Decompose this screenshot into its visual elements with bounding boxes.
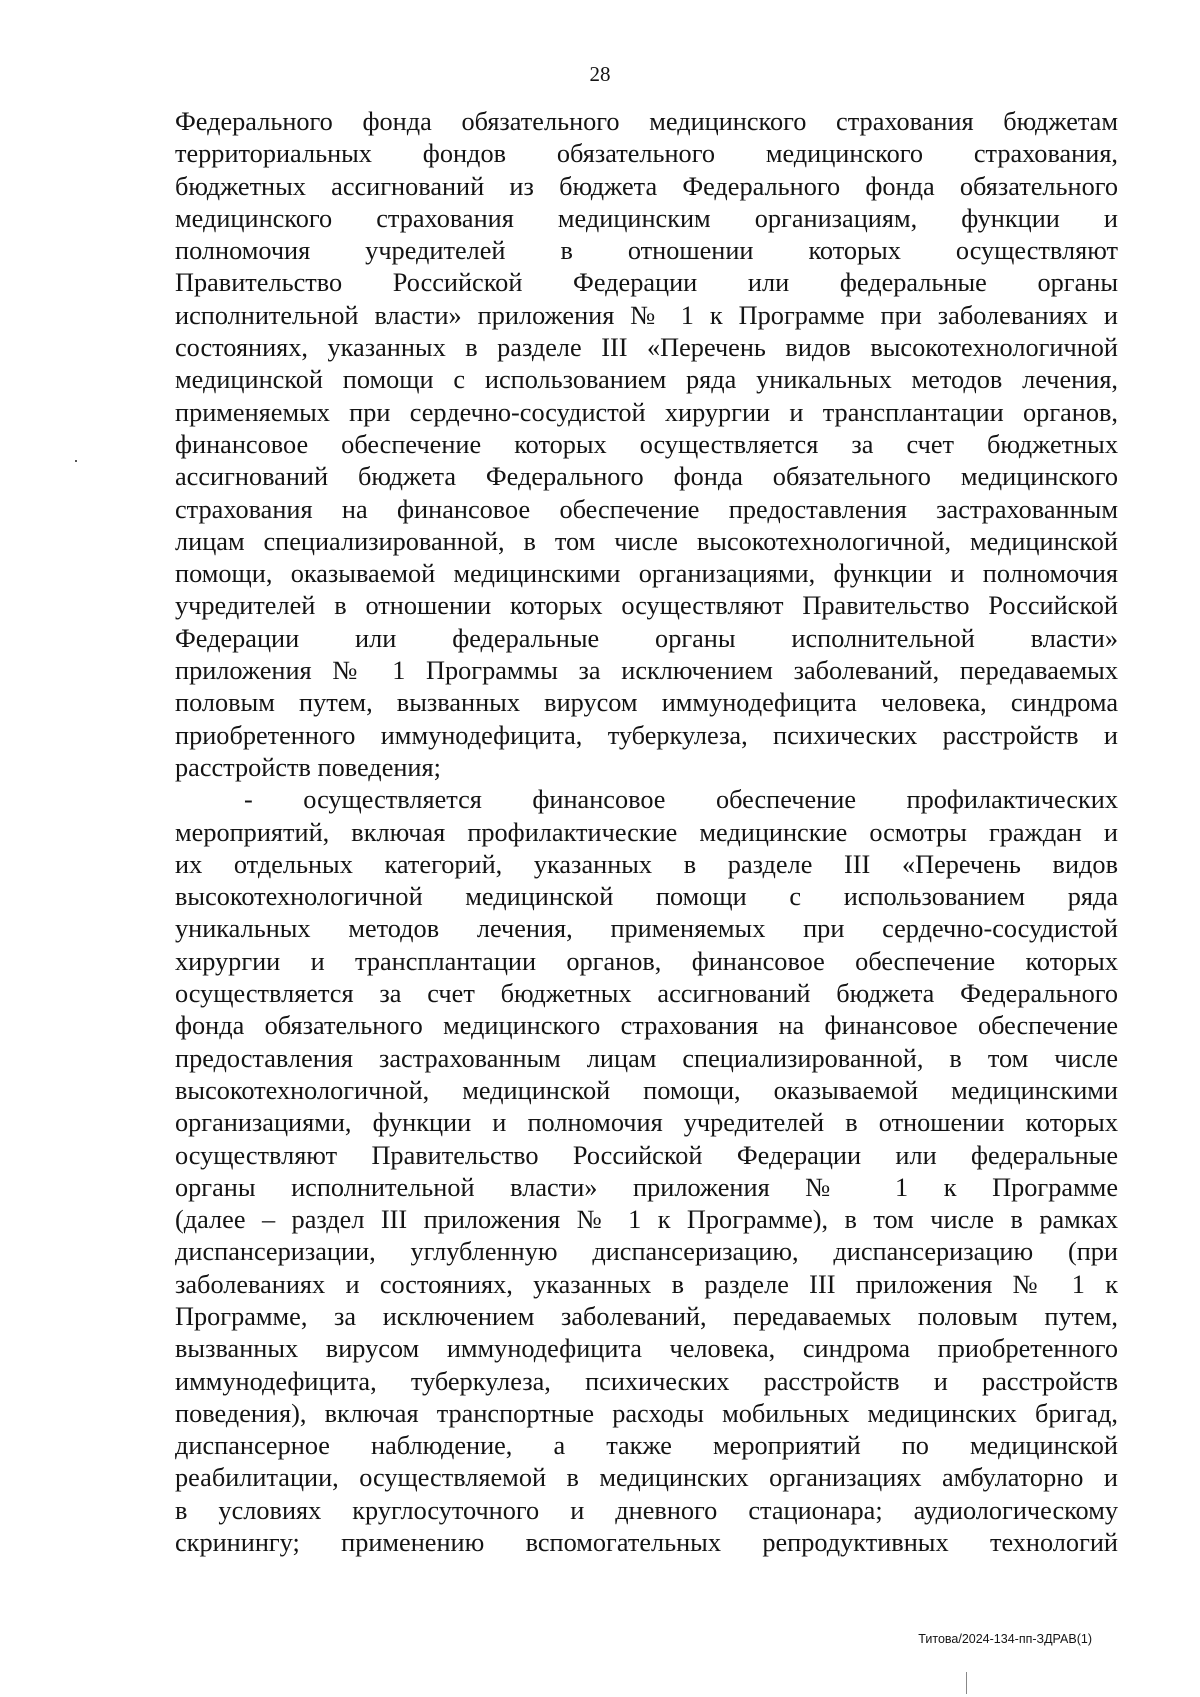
text-line: территориальных фондов обязательного медицинского страхования, — [175, 139, 1118, 169]
text-line: Программе, за исключением заболеваний, передаваемых половым путем, — [175, 1301, 1118, 1331]
text-line: бюджетных ассигнований из бюджета Федерального фонда обязательного — [175, 171, 1118, 201]
text-line: поведения), включая транспортные расходы мобильных медицинских бригад, — [175, 1398, 1118, 1428]
margin-dot — [75, 460, 77, 462]
text-line: лицам специализированной, в том числе высокотехнологичной, медицинской — [175, 526, 1118, 556]
text-line: состояниях, указанных в разделе III «Перечень видов высокотехнологичной — [175, 333, 1118, 363]
text-line: вызванных вирусом иммунодефицита человека, синдрома приобретенного — [175, 1334, 1118, 1364]
text-line: страхования на финансовое обеспечение предоставления застрахованным — [175, 494, 1118, 524]
scan-edge-mark — [966, 1672, 967, 1694]
text-line: в условиях круглосуточного и дневного стационара; аудиологическому — [175, 1495, 1118, 1525]
text-line: предоставления застрахованным лицам специализированной, в том числе — [175, 1043, 1118, 1073]
text-line: фонда обязательного медицинского страхования на финансовое обеспечение — [175, 1011, 1118, 1041]
text-line: расстройств поведения; — [175, 752, 441, 782]
text-line: Федерации или федеральные органы исполнительной власти» — [175, 623, 1118, 653]
text-line: диспансеризации, углубленную диспансеризацию, диспансеризацию (при — [175, 1237, 1118, 1267]
text-line: помощи, оказываемой медицинскими организациями, функции и полномочия — [175, 559, 1118, 589]
text-line: Правительство Российской Федерации или федеральные органы — [175, 268, 1118, 298]
document-body — [175, 106, 1118, 1559]
text-line: приобретенного иммунодефицита, туберкулеза, психических расстройств и — [175, 720, 1118, 750]
text-line: - осуществляется финансовое обеспечение профилактических — [244, 785, 1118, 815]
text-line: высокотехнологичной медицинской помощи с использованием ряда — [175, 882, 1118, 912]
text-line: ассигнований бюджета Федерального фонда обязательного медицинского — [175, 462, 1118, 492]
text-line: органы исполнительной власти» приложения № 1 к Программе — [175, 1172, 1118, 1202]
text-line: хирургии и трансплантации органов, финансовое обеспечение которых — [175, 946, 1118, 976]
text-line: скринингу; применению вспомогательных репродуктивных технологий — [175, 1528, 1118, 1558]
text-line: медицинской помощи с использованием ряда уникальных методов лечения, — [175, 365, 1118, 395]
text-line: осуществляется за счет бюджетных ассигнований бюджета Федерального — [175, 979, 1118, 1009]
text-line: их отдельных категорий, указанных в разделе III «Перечень видов — [175, 849, 1118, 879]
text-line: половым путем, вызванных вирусом иммунодефицита человека, синдрома — [175, 688, 1118, 718]
text-line: учредителей в отношении которых осуществляют Правительство Российской — [175, 591, 1118, 621]
text-line: медицинского страхования медицинским организациям, функции и — [175, 203, 1118, 233]
page-number: 28 — [589, 62, 611, 86]
text-line: иммунодефицита, туберкулеза, психических расстройств и расстройств — [175, 1366, 1118, 1396]
text-line: исполнительной власти» приложения № 1 к Программе при заболеваниях и — [175, 300, 1118, 330]
paragraph-1 — [175, 106, 1118, 784]
paragraph-2 — [175, 784, 1118, 1559]
text-line: заболеваниях и состояниях, указанных в разделе III приложения № 1 к — [175, 1269, 1118, 1299]
text-line: приложения № 1 Программы за исключением заболеваний, передаваемых — [175, 656, 1118, 686]
text-line: Федерального фонда обязательного медицинского страхования бюджетам — [175, 107, 1118, 136]
text-line: осуществляют Правительство Российской Федерации или федеральные — [175, 1140, 1118, 1170]
text-line: мероприятий, включая профилактические медицинские осмотры граждан и — [175, 817, 1118, 847]
footer-reference: Титова/2024-134-пп-ЗДРАВ(1) — [918, 1632, 1092, 1646]
text-line: полномочия учредителей в отношении которых осуществляют — [175, 236, 1118, 266]
text-line: (далее – раздел III приложения № 1 к Программе), в том числе в рамках — [175, 1205, 1118, 1235]
text-line: реабилитации, осуществляемой в медицинских организациях амбулаторно и — [175, 1463, 1118, 1493]
text-line: применяемых при сердечно-сосудистой хирургии и трансплантации органов, — [175, 397, 1118, 427]
text-line: уникальных методов лечения, применяемых при сердечно-сосудистой — [175, 914, 1118, 944]
text-line: организациями, функции и полномочия учредителей в отношении которых — [175, 1108, 1118, 1138]
text-line: высокотехнологичной, медицинской помощи, оказываемой медицинскими — [175, 1075, 1118, 1105]
text-line: диспансерное наблюдение, а также мероприятий по медицинской — [175, 1431, 1118, 1461]
text-line: финансовое обеспечение которых осуществляется за счет бюджетных — [175, 429, 1118, 459]
